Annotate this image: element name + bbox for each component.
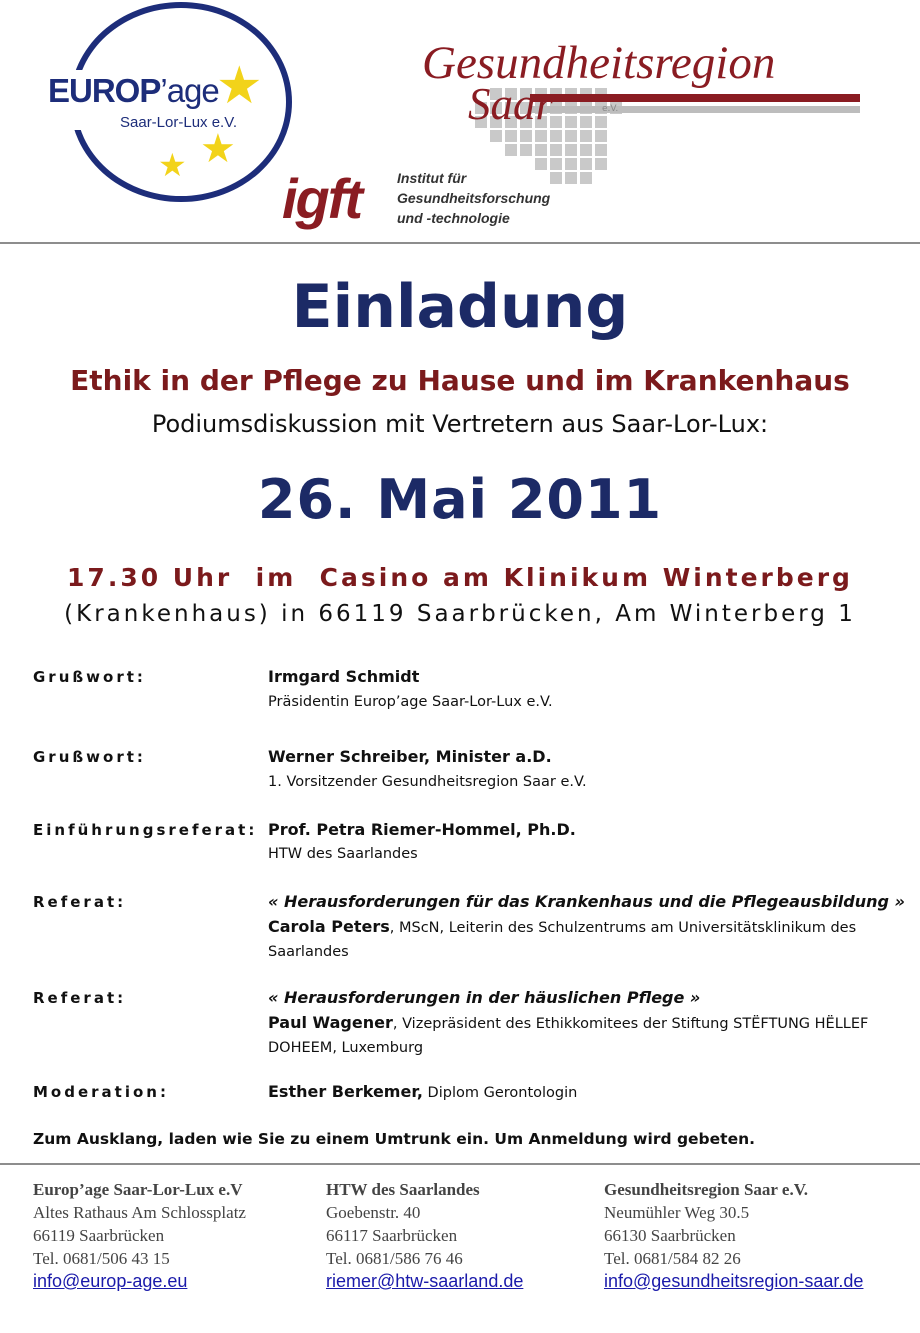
podium-description: Podiumsdiskussion mit Vertretern aus Saar-Lor-Lux:	[151, 410, 769, 438]
talk-topic: « Herausforderungen in der häuslichen Pflege »	[268, 988, 701, 1007]
program-label: Referat:	[33, 893, 127, 911]
email-link[interactable]: info@gesundheitsregion-saar.de	[604, 1271, 864, 1291]
igft-logo	[282, 162, 582, 242]
program-label: Moderation:	[33, 1083, 169, 1101]
closing-note: Zum Ausklang, laden wie Sie zu einem Umtrunk ein. Um Anmeldung wird gebeten.	[33, 1130, 756, 1148]
speaker-role: Präsidentin Europ’age Saar-Lor-Lux e.V.	[268, 694, 553, 710]
event-subtitle: Ethik in der Pflege zu Hause und im Krankenhaus	[70, 364, 850, 397]
program-label: Grußwort:	[33, 748, 146, 766]
gesundheitsregion-title: Gesundheitsregion	[422, 37, 776, 89]
europage-subtitle: Saar-Lor-Lux e.V.	[120, 114, 238, 131]
invitation-heading: Einladung	[291, 272, 629, 342]
event-date: 26. Mai 2011	[257, 468, 663, 531]
speaker-name: Irmgard Schmidt	[268, 667, 420, 686]
program-label: Einführungsreferat:	[33, 821, 258, 839]
star-icon: ★	[216, 56, 263, 116]
speaker-name: Werner Schreiber, Minister a.D.	[268, 747, 552, 766]
footer-contact-gesundheitsregion: Gesundheitsregion Saar e.V. Neumühler Weg 30.5 66130 Saarbrücken Tel. 0681/584 82 26 info@gesundheitsregion-saar.de	[604, 1180, 864, 1291]
speaker-role: 1. Vorsitzender Gesundheitsregion Saar e.V.	[268, 774, 587, 790]
event-time-place: 17.30 Uhr im Casino am Klinikum Winterberg	[67, 563, 853, 592]
star-icon: ★	[200, 126, 236, 172]
gesundheitsregion-saar: Saar	[468, 79, 554, 129]
email-link[interactable]: riemer@htw-saarland.de	[326, 1271, 524, 1291]
gesundheitsregion-logo: Gesundheitsregion Saar e.V.	[420, 30, 870, 200]
program-label: Referat:	[33, 989, 127, 1007]
europage-logo	[20, 0, 280, 200]
program-label: Grußwort:	[33, 668, 146, 686]
igft-institute-name: Institut für Gesundheitsforschung und -technologie	[397, 170, 551, 226]
igft-mark: igft	[282, 167, 362, 230]
email-link[interactable]: info@europ-age.eu	[33, 1271, 188, 1291]
speaker-name: Prof. Petra Riemer-Hommel, Ph.D.	[268, 820, 576, 839]
speaker-role: HTW des Saarlandes	[268, 846, 418, 862]
speaker-details: Esther Berkemer, Diplom Gerontologin	[268, 1082, 578, 1101]
star-icon: ★	[158, 146, 187, 184]
footer-contact-htw: HTW des Saarlandes Goebenstr. 40 66117 Saarbrücken Tel. 0681/586 76 46 riemer@htw-saarland.de	[326, 1180, 524, 1291]
speaker-details: Paul Wagener, Vizepräsident des Ethikkomitees der Stiftung STËFTUNG HËLLEF DOHEEM, Luxemburg	[268, 1013, 869, 1056]
europage-wordmark: EUROP’age	[48, 72, 219, 109]
event-address: (Krankenhaus) in 66119 Saarbrücken, Am Winterberg 1	[64, 601, 856, 627]
header-divider	[0, 242, 920, 244]
footer-contact-europage: Europ’age Saar-Lor-Lux e.V Altes Rathaus Am Schlossplatz 66119 Saarbrücken Tel. 0681/506 43 15 info@europ-age.eu	[33, 1180, 246, 1291]
speaker-details: Carola Peters, MScN, Leiterin des Schulzentrums am Universitätsklinikum des Saarlandes	[268, 917, 857, 960]
talk-topic: « Herausforderungen für das Krankenhaus und die Pflegeausbildung »	[268, 892, 905, 911]
footer-divider	[0, 1163, 920, 1165]
